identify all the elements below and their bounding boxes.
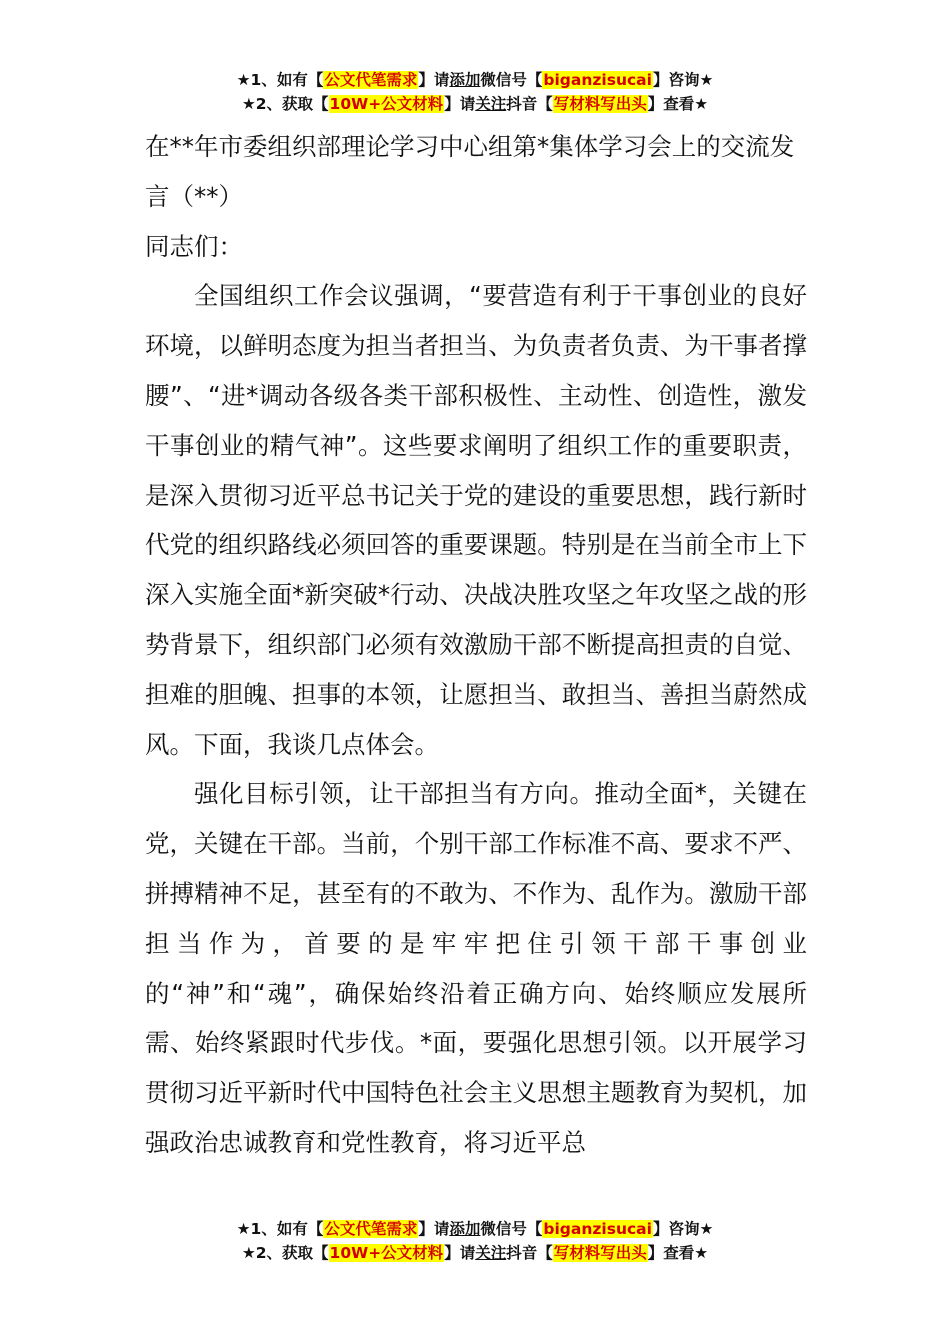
promo-line-2: [0, 1241, 950, 1265]
promo-highlight: biganzisucai: [543, 71, 652, 89]
promo-text: 微信号【: [480, 1220, 543, 1238]
promo-text: 】请: [418, 71, 450, 89]
body-paragraph: 强化目标引领，让干部担当有方向。推动全面*，关键在党，关键在干部。当前，个别干部工作标准不高、要求不严、拼搏精神不足，甚至有的不敢为、不作为、乱作为。激励干部担当作为，首要的是牢牢把住引领干部干事创业的“神”和“魂”，确保始终沿着正确方向、始终顺应发展所需、始终紧跟时代步伐。*面，要强化思想引领。以开展学习贯彻习近平新时代中国特色社会主义思想主题教育为契机，加强政治忠诚教育和党性教育，将习近平总: [145, 779, 807, 1157]
promo-text: 微信号【: [480, 71, 543, 89]
promo-text: 抖音【: [506, 95, 553, 113]
promo-highlight: 公文代笔需求: [324, 1220, 418, 1238]
document-body: [145, 122, 807, 1168]
promo-line-1: [0, 68, 950, 92]
promo-text: 】查看★: [647, 95, 709, 113]
promo-banner-top: [0, 68, 950, 116]
promo-text: ★2、获取【: [241, 1244, 329, 1262]
promo-line-2: [0, 92, 950, 116]
promo-text: ★2、获取【: [241, 95, 329, 113]
promo-underline: 添加: [449, 71, 481, 89]
promo-highlight: 10W+公文材料: [329, 1244, 444, 1262]
promo-text: 抖音【: [506, 1244, 553, 1262]
promo-highlight: 公文代笔需求: [324, 71, 418, 89]
promo-banner-bottom: [0, 1217, 950, 1265]
body-paragraph: 全国组织工作会议强调，“要营造有利于干事创业的良好环境，以鲜明态度为担当者担当、为负责者负责、为干事者撑腰”、“进*调动各级各类干部积极性、主动性、创造性，激发干事创业的精气神”。这些要求阐明了组织工作的重要职责，是深入贯彻习近平总书记关于党的建设的重要思想，践行新时代党的组织路线必须回答的重要课题。特别是在当前全市上下深入实施全面*新突破*行动、决战决胜攻坚之年攻坚之战的形势背景下，组织部门必须有效激励干部不断提高担责的自觉、担难的胆魄、担事的本领，让愿担当、敢担当、善担当蔚然成风。下面，我谈几点体会。: [145, 281, 807, 759]
promo-text: 】查看★: [647, 1244, 709, 1262]
promo-text: 】请: [444, 1244, 476, 1262]
salutation: 同志们：: [145, 231, 243, 261]
promo-highlight: 写材料写出头: [553, 1244, 647, 1262]
promo-line-1: [0, 1217, 950, 1241]
promo-text: 】咨询★: [652, 1220, 714, 1238]
promo-highlight: biganzisucai: [543, 1220, 652, 1238]
promo-text: ★1、如有【: [236, 1220, 324, 1238]
promo-underline: 添加: [449, 1220, 481, 1238]
promo-text: 】请: [444, 95, 476, 113]
promo-highlight: 10W+公文材料: [329, 95, 444, 113]
promo-text: 】请: [418, 1220, 450, 1238]
promo-text: 】咨询★: [652, 71, 714, 89]
promo-highlight: 写材料写出头: [553, 95, 647, 113]
promo-text: ★1、如有【: [236, 71, 324, 89]
promo-underline: 关注: [475, 1244, 507, 1262]
promo-underline: 关注: [475, 95, 507, 113]
document-title: 在**年市委组织部理论学习中心组第*集体学习会上的交流发言（**）: [145, 132, 795, 211]
